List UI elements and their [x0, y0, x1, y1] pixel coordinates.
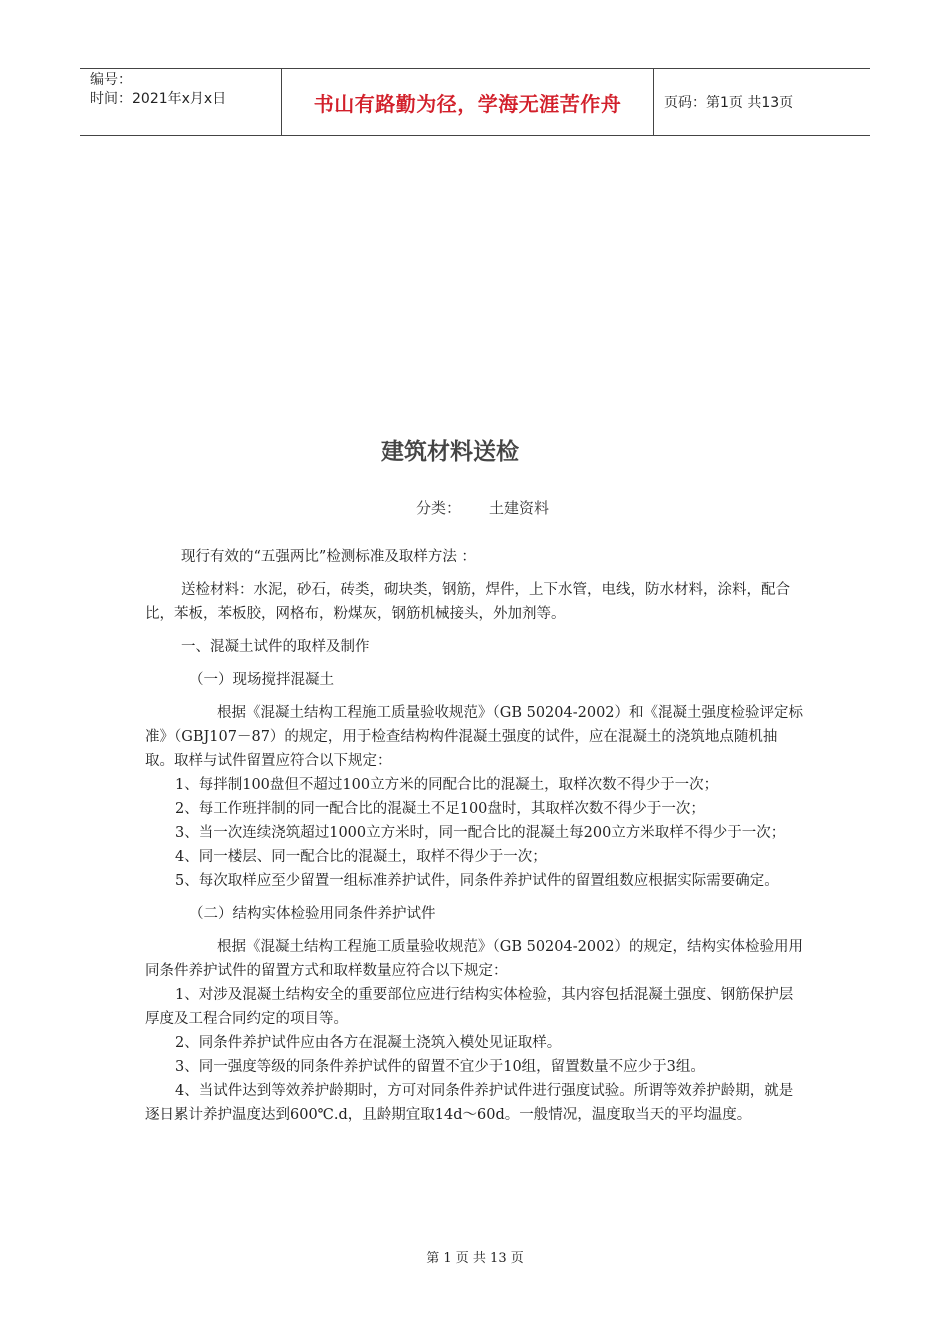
header-meta [80, 69, 281, 135]
subsection-lead: 根据《混凝土结构工程施工质量验收规范》（GB 50204-2002）的规定，结构实体检验用用同条件养护试件的留置方式和取样数量应符合以下规定： [145, 939, 804, 979]
number-label: 编号： [90, 72, 132, 88]
subsection-heading: （二）结构实体检验用同条件养护试件 [189, 906, 436, 922]
subsection-heading: （一）现场搅拌混凝土 [189, 672, 334, 688]
document-title: 建筑材料送检 [381, 439, 519, 465]
document-body [145, 545, 805, 1127]
list-item: 4、同一楼层、同一配合比的混凝土，取样不得少于一次； [175, 849, 547, 865]
list-item: 3、同一强度等级的同条件养护试件的留置不宜少于10组，留置数量不应少于3组。 [175, 1059, 705, 1075]
subsection-lead: 根据《混凝土结构工程施工质量验收规范》（GB 50204-2002）和《混凝土强度检验评定标准》（GBJ107－87）的规定，用于检查结构构件混凝土强度的试件，应在混凝土的浇筑地点随机抽取。取样与试件留置应符合以下规定： [145, 705, 804, 769]
category-label: 分类： [416, 499, 462, 517]
list-item: 4、当试件达到等效养护龄期时，方可对同条件养护试件进行强度试验。所谓等效养护龄期，就是逐日累计养护温度达到600℃.d，且龄期宜取14d～60d。一般情况，温度取当天的平均温度。 [145, 1083, 794, 1123]
category-value: 土建资料 [489, 499, 550, 517]
page-footer: 第 1 页 共 13 页 [426, 1251, 524, 1266]
list-item: 1、每拌制100盘但不超过100立方米的同配合比的混凝土，取样次数不得少于一次； [175, 777, 719, 793]
list-item: 2、每工作班拌制的同一配合比的混凝土不足100盘时，其取样次数不得少于一次； [175, 801, 705, 817]
page-header [80, 68, 870, 136]
header-motto: 书山有路勤为径，学海无涯苦作舟 [281, 69, 654, 135]
header-page-label: 页码：第1页 共13页 [664, 95, 794, 111]
date-label: 时间：2021年x月x日 [90, 91, 227, 107]
section-heading: 一、混凝土试件的取样及制作 [181, 639, 370, 655]
intro-paragraph: 现行有效的“五强两比”检测标准及取样方法 ： [181, 549, 476, 565]
list-item: 3、当一次连续浇筑超过1000立方米时，同一配合比的混凝土每200立方米取样不得少于一次； [175, 825, 786, 841]
list-item: 2、同条件养护试件应由各方在混凝土浇筑入模处见证取样。 [175, 1035, 562, 1051]
materials-paragraph: 送检材料：水泥，砂石，砖类，砌块类，钢筋，焊件，上下水管，电线，防水材料，涂料，配合比，苯板，苯板胶，网格布，粉煤灰，钢筋机械接头，外加剂等。 [145, 582, 790, 622]
list-item: 1、对涉及混凝土结构安全的重要部位应进行结构实体检验，其内容包括混凝土强度、钢筋保护层厚度及工程合同约定的项目等。 [145, 987, 794, 1027]
list-item: 5、每次取样应至少留置一组标准养护试件，同条件养护试件的留置组数应根据实际需要确定。 [175, 873, 779, 889]
document-category [416, 497, 549, 518]
